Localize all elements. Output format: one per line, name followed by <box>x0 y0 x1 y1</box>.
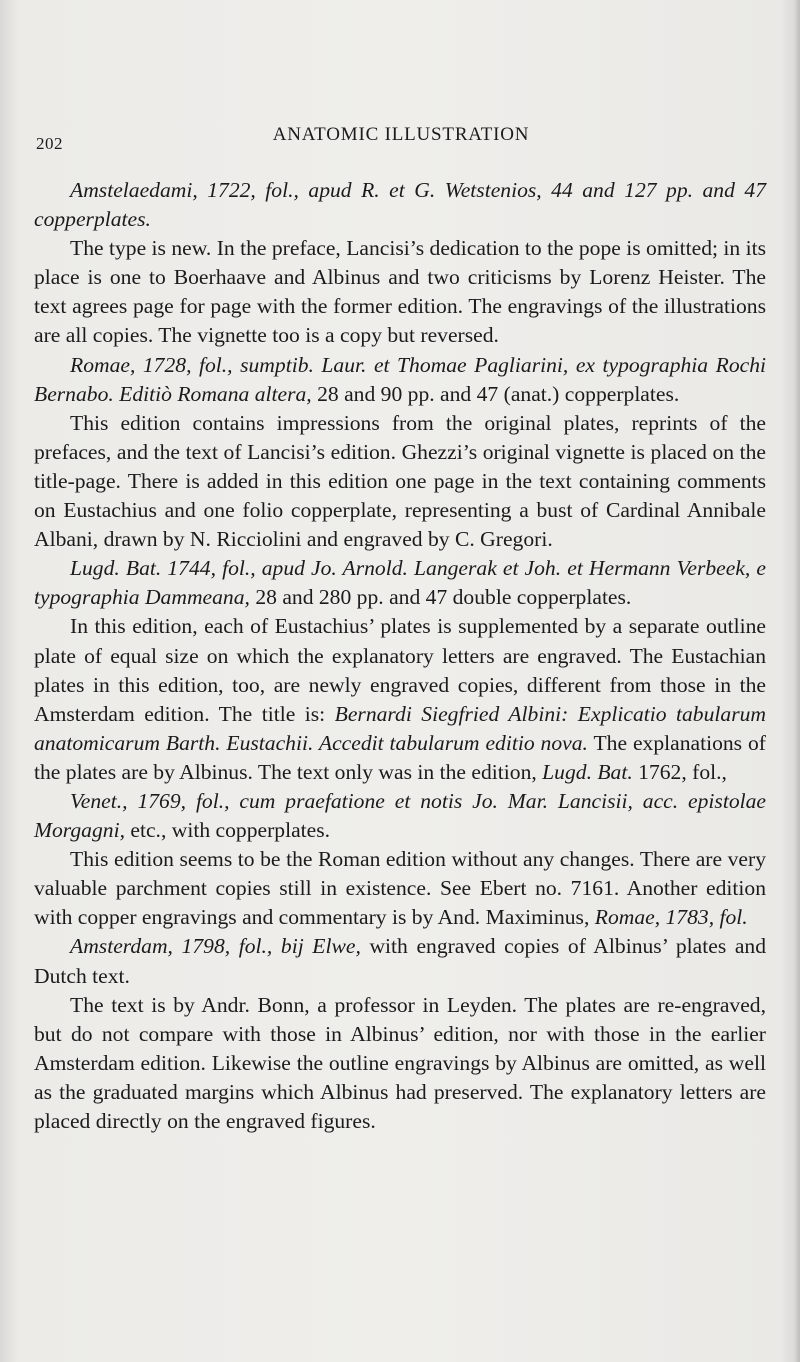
paragraph <box>34 351 766 409</box>
running-head: ANATOMIC ILLUSTRATION <box>272 124 530 145</box>
italic-run: Amstelaedami, 1722, fol., apud R. et G. Wetstenios, 44 and 127 pp. and 47 copperplates. <box>34 178 766 232</box>
text-run: The explanations of the plates are by Albinus. The text only was in the edition, <box>34 730 766 784</box>
page-number: 202 <box>36 134 63 153</box>
page-edge-shadow <box>794 0 800 1362</box>
italic-run: Romae, 1783, fol. <box>594 905 748 930</box>
text-run: In this edition, each of Eustachius’ plates is supplemented by a separate outline plate of equal size on which the explanatory letters are engraved. The Eustachian plates in this edition, too, are newly engraved copies, different from those in the Amsterdam edition. The title is: <box>34 614 766 726</box>
page-header <box>36 124 766 154</box>
italic-run: Lugd. Bat. <box>542 759 633 784</box>
text-run: 28 and 280 pp. and 47 double copperplates. <box>249 585 632 610</box>
text-run: 1762, fol., <box>632 759 727 784</box>
paragraph <box>34 554 766 612</box>
italic-run: Bernardi Siegfried Albini: Explicatio tabularum anatomicarum Barth. Eustachii. Accedit tabularum editio nova. <box>34 701 766 755</box>
italic-run: Amsterdam, 1798, fol., bij Elwe, <box>70 934 361 959</box>
text-run: etc., with copperplates. <box>124 818 331 843</box>
italic-run: Lugd. Bat. 1744, fol., apud Jo. Arnold. Langerak et Joh. et Hermann Verbeek, e typographia Dammeana, <box>34 556 766 610</box>
italic-run: Venet., 1769, fol., cum praefatione et notis Jo. Mar. Lancisii, acc. epistolae Morgagni, <box>34 788 766 843</box>
paragraph <box>34 932 766 990</box>
paragraph <box>34 176 766 234</box>
paragraph <box>34 612 766 787</box>
text-run: This edition seems to be the Roman edition without any changes. There are very valuable parchment copies still in existence. See Ebert no. 7161. Another edition with copper engravings and commentary is by And. Maximinus, <box>34 847 766 930</box>
text-run: The type is new. In the preface, Lancisi’s dedication to the pope is omitted; in its place is one to Boerhaave and Albinus and two criticisms by Lorenz Heister. The text agrees page for page with the former edition. The engravings of the illustrations are all copies. The vignette too is a copy but reversed. <box>34 236 767 348</box>
paragraph <box>34 991 766 1136</box>
text-run: 28 and 90 pp. and 47 (anat.) copperplates. <box>311 381 680 406</box>
text-run: with engraved copies of Albinus’ plates and Dutch text. <box>34 934 767 988</box>
text-run: The text is by Andr. Bonn, a professor in Leyden. The plates are re-engraved, but do not compare with those in Albinus’ edition, nor with those in the earlier Amsterdam edition. Likewise the outline engravings by Albinus are omitted, as well as the graduated margins which Albinus had preserved. The explanatory letters are placed directly on the engraved figures. <box>34 992 766 1133</box>
italic-run: Romae, 1728, fol., sumptib. Laur. et Thomae Pagliarini, ex typographia Rochi Bernabo. Editiò Romana altera, <box>34 352 766 406</box>
paragraph <box>34 787 766 845</box>
paragraph <box>34 845 766 932</box>
paragraph <box>34 409 766 554</box>
paragraph <box>34 234 766 350</box>
body-text <box>34 176 766 1136</box>
text-run: This edition contains impressions from the original plates, reprints of the prefaces, and the text of Lancisi’s edition. Ghezzi’s original vignette is placed on the title-page. There is added in this edition one page in the text containing comments on Eustachius and one folio copperplate, representing a bust of Cardinal Annibale Albani, drawn by N. Ricciolini and engraved by C. Gregori. <box>34 410 766 552</box>
